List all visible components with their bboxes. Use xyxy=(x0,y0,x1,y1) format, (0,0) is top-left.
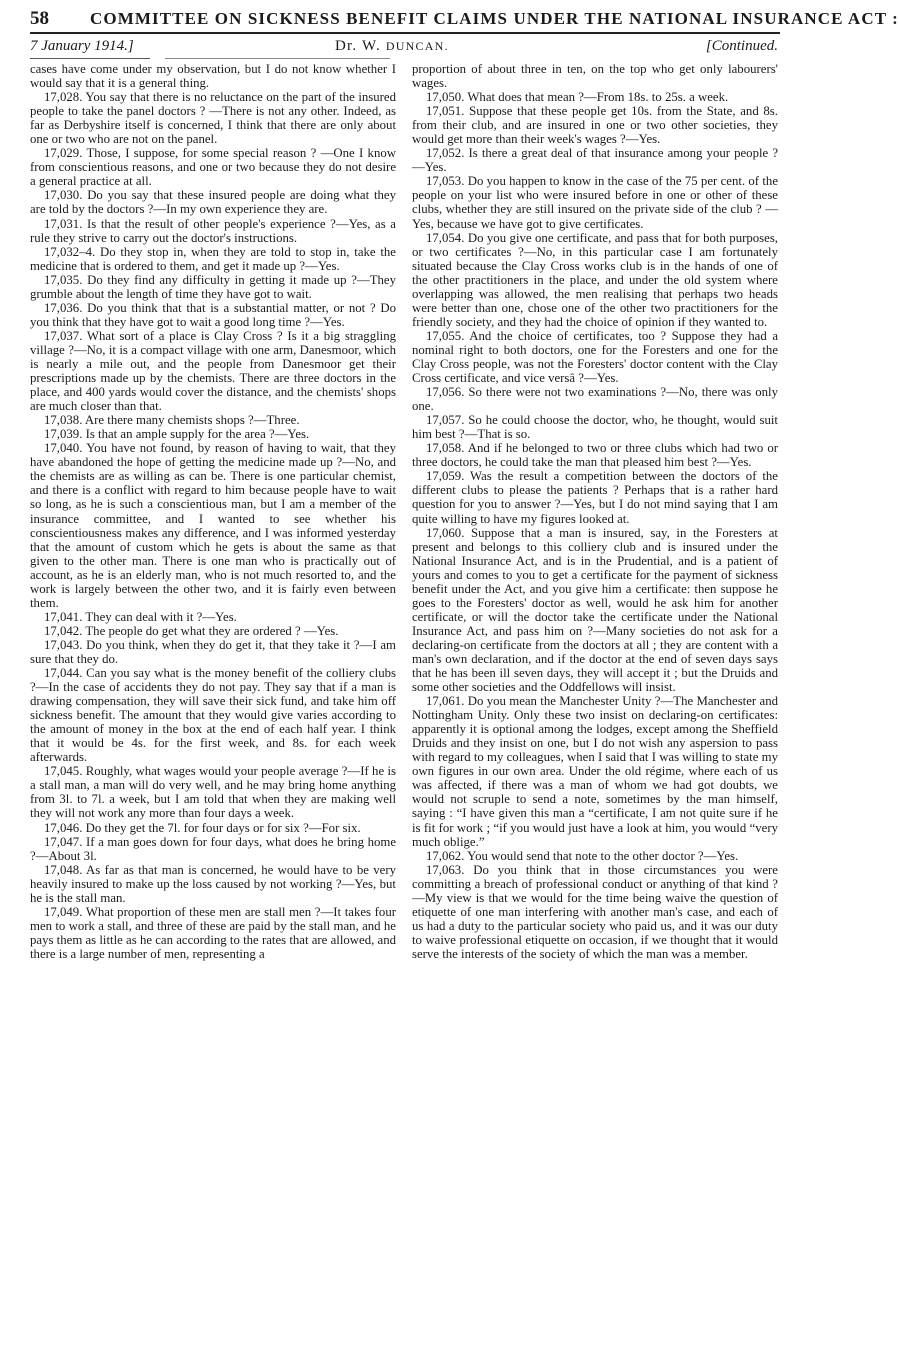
paragraph: cases have come under my observation, but I do not know whether I would say that it is a general thing. xyxy=(30,62,396,91)
paragraph: 17,056. So there were not two examinations ?—No, there was only one. xyxy=(412,385,778,414)
paragraph: 17,046. Do they get the 7l. for four days or for six ?—For six. xyxy=(44,820,361,835)
hearing-date: 7 January 1914.] xyxy=(30,38,134,54)
divider-mid xyxy=(165,58,390,59)
paragraph: 17,031. Is that the result of other people's experience ?—Yes, as a rule they strive to carry out the doctor's instructions. xyxy=(30,216,396,245)
paragraph: 17,039. Is that an ample supply for the area ?—Yes. xyxy=(44,427,310,442)
page-number: 58 xyxy=(30,8,49,29)
paragraph: proportion of about three in ten, on the top who get only labourers' wages. xyxy=(412,62,778,91)
paragraph: 17,041. They can deal with it ?—Yes. xyxy=(44,609,237,624)
paragraph: 17,029. Those, I suppose, for some special reason ? —One I know from conscientious reasons, and one or two because they do not desire a general practice at all. xyxy=(30,146,396,189)
divider-left xyxy=(30,58,150,59)
paragraph: 17,032–4. Do they stop in, when they are told to stop in, take the medicine that is ordered to them, and get it made up ?—Yes. xyxy=(30,244,396,273)
paragraph: 17,059. Was the result a competition between the doctors of the different clubs to please the patients ? Perhaps that is a rather hard question for you to answer ?—Yes, but I do not mind saying that I am quite willing to have my figures looked at. xyxy=(412,469,778,526)
paragraph: 17,043. Do you think, when they do get it, that they take it ?—I am sure that they do. xyxy=(30,637,396,666)
continued-label: [Continued. xyxy=(705,38,778,54)
paragraph: 17,036. Do you think that that is a substantial matter, or not ? Do you think that they have got to wait a good long time ?—Yes. xyxy=(30,300,396,329)
right-column xyxy=(412,62,778,961)
running-title: COMMITTEE ON SICKNESS BENEFIT CLAIMS UNDER THE NATIONAL INSURANCE ACT : xyxy=(90,9,899,28)
paragraph: 17,062. You would send that note to the other doctor ?—Yes. xyxy=(426,848,739,863)
paragraph: 17,053. Do you happen to know in the case of the 75 per cent. of the people on your list who were insured before in one or other of these clubs, whether they are still insured on the private side of the club ? —Yes, because we have got to give certificates. xyxy=(412,174,778,231)
paragraph: 17,028. You say that there is no reluctance on the part of the insured people to take the panel doctors ? —There is not any other. Indeed, as far as Derbyshire itself is concerned, I think that there are only about one or two who are not on the panel. xyxy=(30,90,396,147)
paragraph: 17,060. Suppose that a man is insured, say, in the Foresters at present and belongs to this colliery club and is insured under the National Insurance Act, and is in the Prudential, and is a patient of yours and comes to you to get a certificate for the payment of sickness benefit under the Act, and you give him a certificate: then suppose he goes to the Foresters' doctor as well, would he ask him for another certificate, or will the doctor take the certificate under the National Insurance Act, and pass him on ?—Many societies do not ask for a declaring-on certificate from the doctors at all ; they are content with a man's own declaration, and if the doctor at the end of seven days says that he has been ill seven days, they will accept it ; but the Druids and some other societies and the Oddfellows will insist. xyxy=(412,525,778,695)
witness-line xyxy=(30,38,780,60)
paragraph: 17,055. And the choice of certificates, too ? Suppose they had a nominal right to both doctors, one for the Foresters and one for the Clay Cross people, was not the Foresters' doctor content with the Clay Cross certificate, and vice versâ ?—Yes. xyxy=(412,328,778,386)
paragraph: 17,038. Are there many chemists shops ?—Three. xyxy=(44,413,300,428)
paragraph: 17,054. Do you give one certificate, and pass that for both purposes, or two certificates ?—No, in this particular case I am fortunately situated because the Clay Cross works club is in the hands of one of the other practitioners in the place, and under the old system where overlapping was allowed, the men realising that perhaps two heads were better than one, chose one of the other two practitioners for the friendly society, and they had the choice of opinion if they wanted to. xyxy=(412,230,778,329)
paragraph: 17,035. Do they find any difficulty in getting it made up ?—They grumble about the length of time they have got to wait. xyxy=(30,272,396,301)
paragraph: 17,045. Roughly, what wages would your people average ?—If he is a stall man, a man will do very well, and he may bring home anything from 3l. to 7l. a week, but I am told that when they are making well they will not work any more than four days a week. xyxy=(30,764,396,821)
paragraph: 17,030. Do you say that these insured people are doing what they are told by the doctors ?—In my own experience they are. xyxy=(30,188,396,217)
header-rule xyxy=(30,32,780,34)
page-header xyxy=(30,8,899,32)
paragraph: 17,051. Suppose that these people get 10s. from the State, and 8s. from their club, and are insured in one or two other societies, they would get more than their week's wages ?—Yes. xyxy=(412,104,778,147)
witness xyxy=(335,38,449,55)
paragraph: 17,042. The people do get what they are ordered ? —Yes. xyxy=(44,623,339,638)
paragraph: 17,037. What sort of a place is Clay Cross ? Is it a big straggling village ?—No, it is a compact village with one arm, Danesmoor, which is nearly a mile out, and the people from Danesmoor get their prescriptions made up by the chemists. There are three doctors in the place, and 400 yards would cover the distance, and the chemists' shops are much closer than that. xyxy=(30,328,396,414)
paragraph: 17,063. Do you think that in those circumstances you were committing a breach of professional conduct or anything of that kind ?—My view is that we would for the time being waive the question of etiquette of one man interfering with another man's case, and each of us had a duty to the particular society who paid us, and it was our duty to waive professional etiquette on occasion, if we thought that it would serve the interests of the society of which the man was a member. xyxy=(412,862,778,961)
paragraph: 17,050. What does that mean ?—From 18s. to 25s. a week. xyxy=(426,90,729,105)
left-column xyxy=(30,62,396,961)
paragraph: 17,048. As far as that man is concerned, he would have to be very heavily insured to make up the loss caused by not working ?—Yes, but he is the stall man. xyxy=(30,862,396,905)
witness-name: DUNCAN. xyxy=(385,39,449,53)
paragraph: 17,044. Can you say what is the money benefit of the colliery clubs ?—In the case of accidents they do not pay. They say that if a man is drawing compensation, they will save their sick fund, and take him off sickness benefit. The amount that they would give varies according to the amount of money in the box at the end of each half year. I think that it would be 4s. for the first week, and 8s. for each week afterwards. xyxy=(30,666,396,765)
witness-prefix: Dr. W. xyxy=(335,38,386,54)
paragraph: 17,040. You have not found, by reason of having to wait, that they have abandoned the hope of getting the medicine made up ?—No, and the chemists are as willing as can be. There is one particular chemist, and there is a conflict with regard to him because people have to wait so long, as he is such a conscientious man, but I am a member of the insurance committee, and I wanted to see whether his conscientiousness makes any difference, and I was informed yesterday that the amount of custom which he gets is about the same as that given to the other man. There is one man who is practically out of account, as he is an elderly man, who is not much resorted to, and the work is largely between the other two, and it is fairly even between them. xyxy=(30,441,396,610)
paragraph: 17,047. If a man goes down for four days, what does he bring home ?—About 3l. xyxy=(30,834,396,863)
paragraph: 17,058. And if he belonged to two or three clubs which had two or three doctors, he could take the man that pleased him best ?—Yes. xyxy=(412,441,778,470)
paragraph: 17,061. Do you mean the Manchester Unity ?—The Manchester and Nottingham Unity. Only these two insist on declaring-on certificates: apparently it is optional among the lodges, except among the Sheffield Druids and they insist on one, but I do not wish any aspersion to pass with regard to my colleagues, when I said that I was willing to state my own figures in our own area. Under the old régime, where each of us was affected, if there was a man of whom we had got doubts, we would not scruple to send a note, sometimes by the man himself, saying : “I have given this man a “certificate, I am not quite sure if he is fit for work ; “if you would just have a look at him, you would “very much oblige.” xyxy=(412,694,778,849)
paragraph: 17,052. Is there a great deal of that insurance among your people ?—Yes. xyxy=(412,146,778,175)
paragraph: 17,057. So he could choose the doctor, who, he thought, would suit him best ?—That is so. xyxy=(412,413,778,442)
paragraph: 17,049. What proportion of these men are stall men ?—It takes four men to work a stall, and three of these are paid by the stall man, and he pays them as little as he can according to the rates that are allowed, and there is a large number of men, representing a xyxy=(30,904,396,961)
